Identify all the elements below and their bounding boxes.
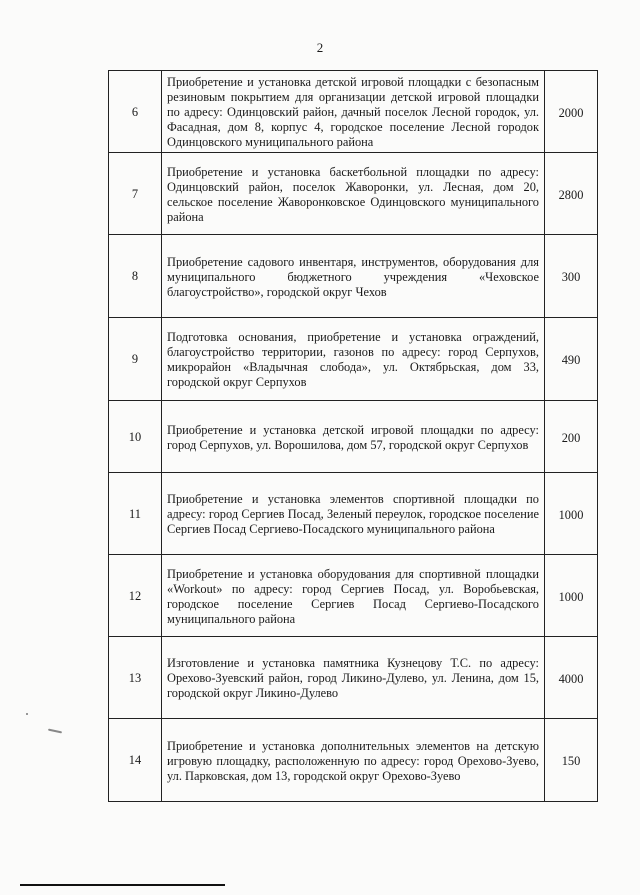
row-amount: 1000 xyxy=(545,473,598,555)
row-amount: 2800 xyxy=(545,153,598,235)
page-number: 2 xyxy=(316,40,324,55)
table-row xyxy=(109,401,598,473)
row-number: 7 xyxy=(109,153,162,235)
row-description: Приобретение и установка детской игровой площадки с безопасным резиновым покрытием для организации детской игровой площадки по адресу: Одинцовский район, дачный поселок Лесной городок, ул. Фасадная, дом 8, корпус 4, городское поселение Лесной городок Одинцовского муниципального района xyxy=(162,71,545,153)
row-number: 11 xyxy=(109,473,162,555)
table-row xyxy=(109,153,598,235)
row-number: 6 xyxy=(109,71,162,153)
table-row xyxy=(109,637,598,719)
row-description: Приобретение и установка баскетбольной площадки по адресу: Одинцовский район, поселок Жаворонки, ул. Лесная, дом 20, сельское поселение Жаворонковское Одинцовского муниципального района xyxy=(162,153,545,235)
row-amount: 4000 xyxy=(545,637,598,719)
row-description: Приобретение садового инвентаря, инструментов, оборудования для муниципального бюджетного учреждения «Чеховское благоустройство», городской округ Чехов xyxy=(162,235,545,318)
row-number: 9 xyxy=(109,318,162,401)
row-amount: 2000 xyxy=(545,71,598,153)
row-amount: 300 xyxy=(545,235,598,318)
row-amount: 150 xyxy=(545,719,598,802)
table-row xyxy=(109,318,598,401)
row-description: Приобретение и установка оборудования для спортивной площадки «Workout» по адресу: город Сергиев Посад, ул. Воробьевская, городское поселение Сергиев Посад Сергиево-Посадского муниципального района xyxy=(162,555,545,637)
scan-artifact xyxy=(48,729,62,734)
row-description: Приобретение и установка элементов спортивной площадки по адресу: город Сергиев Посад, Зеленый переулок, городское поселение Сергиев Посад Сергиево-Посадского муниципального района xyxy=(162,473,545,555)
row-description: Приобретение и установка детской игровой площадки по адресу: город Серпухов, ул. Ворошилова, дом 57, городской округ Серпухов xyxy=(162,401,545,473)
row-amount: 1000 xyxy=(545,555,598,637)
row-number: 13 xyxy=(109,637,162,719)
row-amount: 490 xyxy=(545,318,598,401)
row-number: 8 xyxy=(109,235,162,318)
table-row xyxy=(109,235,598,318)
row-description: Подготовка основания, приобретение и установка ограждений, благоустройство территории, газонов по адресу: город Серпухов, микрорайон «Владычная слобода», ул. Октябрьская, дом 33, городской округ Серпухов xyxy=(162,318,545,401)
row-number: 12 xyxy=(109,555,162,637)
row-description: Изготовление и установка памятника Кузнецову Т.С. по адресу: Орехово-Зуевский район, город Ликино-Дулево, ул. Ленина, дом 15, городской округ Ликино-Дулево xyxy=(162,637,545,719)
row-amount: 200 xyxy=(545,401,598,473)
row-description: Приобретение и установка дополнительных элементов на детскую игровую площадку, расположенную по адресу: город Орехово-Зуево, ул. Парковская, дом 13, городской округ Орехово-Зуево xyxy=(162,719,545,802)
footnote-rule xyxy=(20,884,225,886)
table-row xyxy=(109,473,598,555)
table-row xyxy=(109,555,598,637)
table-row xyxy=(109,719,598,802)
row-number: 10 xyxy=(109,401,162,473)
items-table xyxy=(108,70,598,802)
table-row xyxy=(109,71,598,153)
scan-artifact xyxy=(26,713,28,715)
row-number: 14 xyxy=(109,719,162,802)
